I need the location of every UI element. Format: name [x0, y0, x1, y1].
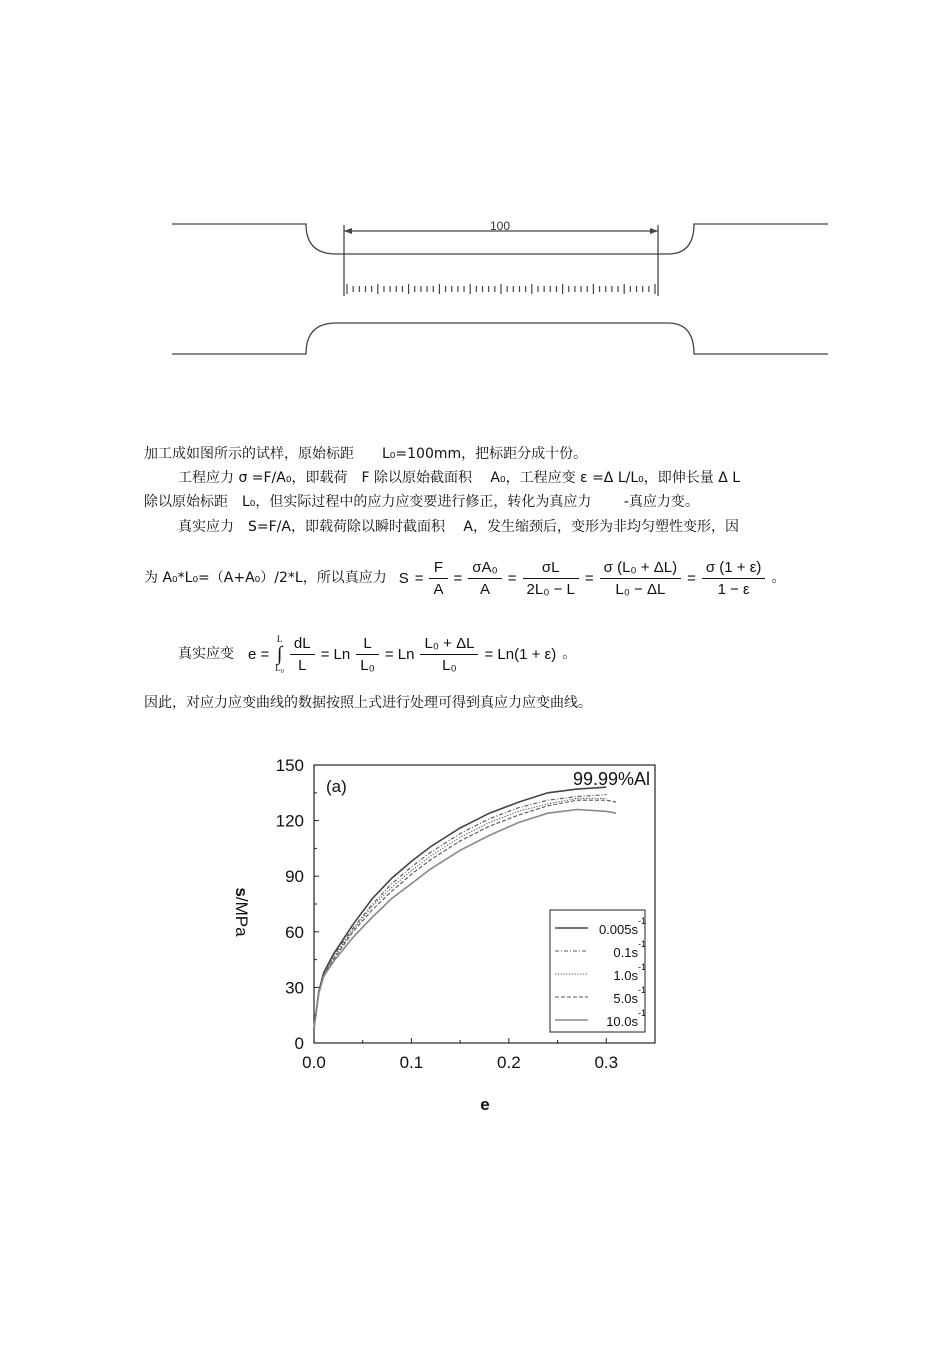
- formula-end-2: 。: [562, 646, 577, 662]
- paragraph-3: 真实应力 S=F/A，即载荷除以瞬时截面积 A，发生缩颈后，变形为非均匀塑性变形，因: [178, 519, 739, 535]
- formula-e: e =: [248, 645, 270, 663]
- paragraph-5-prefix: 真实应变: [178, 646, 234, 662]
- dimension-label: 100: [489, 219, 511, 233]
- fraction-l0-dl-l0: $\frac{\text{L₀ + ΔL}}{\text{L₀}}$: [420, 635, 478, 674]
- x-tick-label: 0.2: [497, 1053, 521, 1072]
- fraction-sigma-l: $\frac{\sigma L}{\text{2L₀ − L}}$: [523, 559, 579, 598]
- legend-superscript: -1: [638, 985, 647, 995]
- fraction-sigma-1-eps: $\frac{\sigma (1 + \varepsilon)}{1 - \varepsilon}$: [702, 559, 766, 598]
- paragraph-2a: 工程应力 σ =F/A₀，即载荷 F 除以原始截面积 A₀，工程应变 ε =Δ L/L₀，即伸长量 Δ L: [178, 470, 741, 486]
- formula-ln-1: = Ln: [320, 645, 351, 663]
- legend-superscript: -1: [638, 916, 647, 926]
- legend-label: 10.0s: [606, 1014, 638, 1029]
- legend-label: 1.0s: [613, 968, 638, 983]
- y-tick-label: 30: [285, 978, 304, 998]
- y-tick-label: 0: [294, 1034, 304, 1053]
- formula-eq-2: =: [453, 569, 463, 587]
- x-tick-label: 0.0: [302, 1053, 326, 1072]
- fraction-dl-l: $\frac{dL}{L}$: [290, 635, 315, 674]
- x-tick-label: 0.3: [594, 1053, 619, 1072]
- formula-end-1: 。: [771, 570, 786, 586]
- formula-s: S: [398, 569, 409, 587]
- panel-label: (a): [326, 777, 347, 796]
- y-tick-label: 150: [275, 756, 304, 775]
- paragraph-4-prefix: 为 A₀*L₀=（A+A₀）/2*L，所以真应力: [144, 570, 387, 586]
- paragraph-1: 加工成如图所示的试样，原始标距 L₀=100mm，把标距分成十份。: [144, 446, 588, 462]
- stress-strain-chart: [0, 740, 950, 1140]
- legend-label: 5.0s: [613, 991, 638, 1006]
- true-stress-line: [144, 552, 785, 604]
- specimen-drawing: [0, 0, 950, 420]
- formula-ln-2: = Ln: [384, 645, 415, 663]
- y-tick-label: 60: [285, 922, 304, 942]
- fraction-f-a: $\frac{F}{A}$: [429, 559, 447, 598]
- fraction-sigma-a0: $\frac{\text{σA₀}}{A}$: [468, 559, 502, 598]
- fraction-l-l0: $\frac{L}{\text{L₀}}$: [356, 635, 379, 674]
- legend-label: 0.1s: [613, 945, 638, 960]
- paragraph-2b: 除以原始标距 L₀，但实际过程中的应力应变要进行修正，转化为真应力 -真应力变。: [144, 494, 699, 510]
- formula-ln-tail: = Ln(1 + ε): [484, 645, 557, 663]
- true-strain-line: [178, 628, 576, 680]
- y-tick-label: 120: [275, 811, 304, 831]
- formula-eq-1: =: [414, 569, 424, 587]
- legend-superscript: -1: [638, 1008, 647, 1018]
- formula-eq-3: =: [507, 569, 517, 587]
- integral-sign: L ∫ L₀: [275, 634, 284, 673]
- x-tick-label: 0.1: [399, 1053, 424, 1072]
- fraction-sigma-l0-dl: $\frac{\text{σ (L₀ + ΔL)}}{\text{L₀ − ΔL}}$: [600, 559, 681, 598]
- y-axis-label: s/MPa: [232, 887, 251, 937]
- formula-eq-5: =: [687, 569, 696, 587]
- legend-superscript: -1: [638, 939, 647, 949]
- legend-superscript: -1: [638, 962, 647, 972]
- material-label: 99.99%Al: [572, 769, 650, 789]
- formula-eq-4: =: [584, 569, 594, 587]
- legend-label: 0.005s: [598, 922, 638, 937]
- x-axis-label: e: [480, 1095, 490, 1114]
- paragraph-6: 因此，对应力应变曲线的数据按照上式进行处理可得到真应力应变曲线。: [144, 695, 592, 711]
- y-tick-label: 90: [285, 867, 304, 887]
